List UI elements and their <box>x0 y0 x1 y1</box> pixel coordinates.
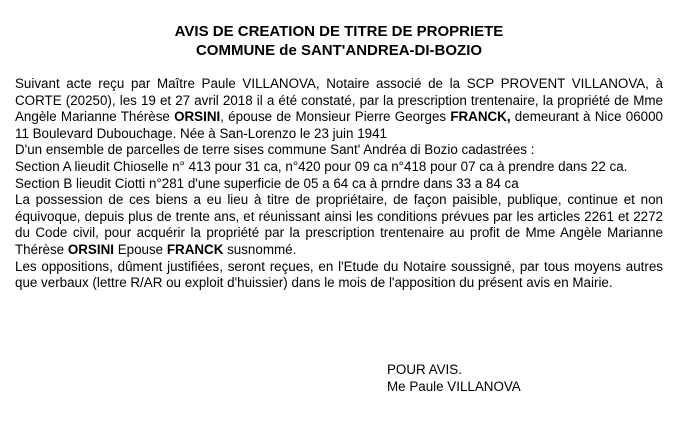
paragraph-deed <box>15 76 663 142</box>
possession-text-part: Epouse <box>113 241 167 257</box>
paragraph-oppositions: Les oppositions, dûment justifiées, seront reçues, en l'Etude du Notaire soussigné, par tous moyens autres que verbaux (lettre R/AR ou exploit d'huissier) dans le mois de l'apposition du présent avis en Mairie. <box>15 258 663 291</box>
spouse-surname: FRANCK <box>166 241 224 257</box>
deed-text-part: demeurant à Nice 06000 11 Boulevard Dubouchage. Née à San-Lorenzo le 23 juin 1941 <box>15 109 663 141</box>
deed-text-part: Suivant acte reçu par Maître Paule VILLANOVA, Notaire associé de la SCP PROVENT VILLANOVA, à CORTE (20250), les 19 et 27 avril 2018 il a été constaté, par la prescription trentenaire, la propriété de Mme Angèle Marianne Thérèse <box>15 76 663 125</box>
spouse-surname: FRANCK, <box>450 109 511 125</box>
possession-text-part: La possession de ces biens a eu lieu à titre de propriétaire, de façon paisible, publique, continue et non équivoque, depuis plus de trente ans, et réunissant ainsi les conditions prévues par les articles 2261 et 2272 du Code civil, pour acquérir la propriété par la prescription trentenaire au profit de Mme Angèle Marianne Thérèse <box>15 192 663 257</box>
owner-surname: ORSINI <box>174 109 221 125</box>
paragraph-parcels-intro: D'un ensemble de parcelles de terre sises commune Sant' Andréa di Bozio cadastrées : <box>15 142 535 158</box>
paragraph-possession <box>15 192 663 258</box>
paragraph-section-a: Section A lieudit Chioselle n° 413 pour 31 ca, n°420 pour 09 ca n°418 pour 07 ca à prendre dans 22 ca. <box>15 158 628 174</box>
notice-subtitle: COMMUNE de SANT'ANDREA-DI-BOZIO <box>195 42 483 59</box>
signature-notary-name: Me Paule VILLANOVA <box>387 379 521 394</box>
notice-title: AVIS DE CREATION DE TITRE DE PROPRIETE <box>174 23 504 40</box>
notice-body <box>15 76 663 292</box>
signature-block <box>387 361 521 395</box>
deed-text-part: , épouse de Monsieur Pierre Georges <box>220 109 451 125</box>
signature-pour-avis: POUR AVIS. <box>387 362 462 377</box>
legal-notice <box>15 0 663 292</box>
possession-text-part: susnommé. <box>223 241 297 257</box>
paragraph-section-b: Section B lieudit Ciotti n°281 d'une superficie de 05 a 64 ca à prndre dans 33 a 84 ca <box>15 175 519 191</box>
owner-surname: ORSINI <box>67 241 114 257</box>
